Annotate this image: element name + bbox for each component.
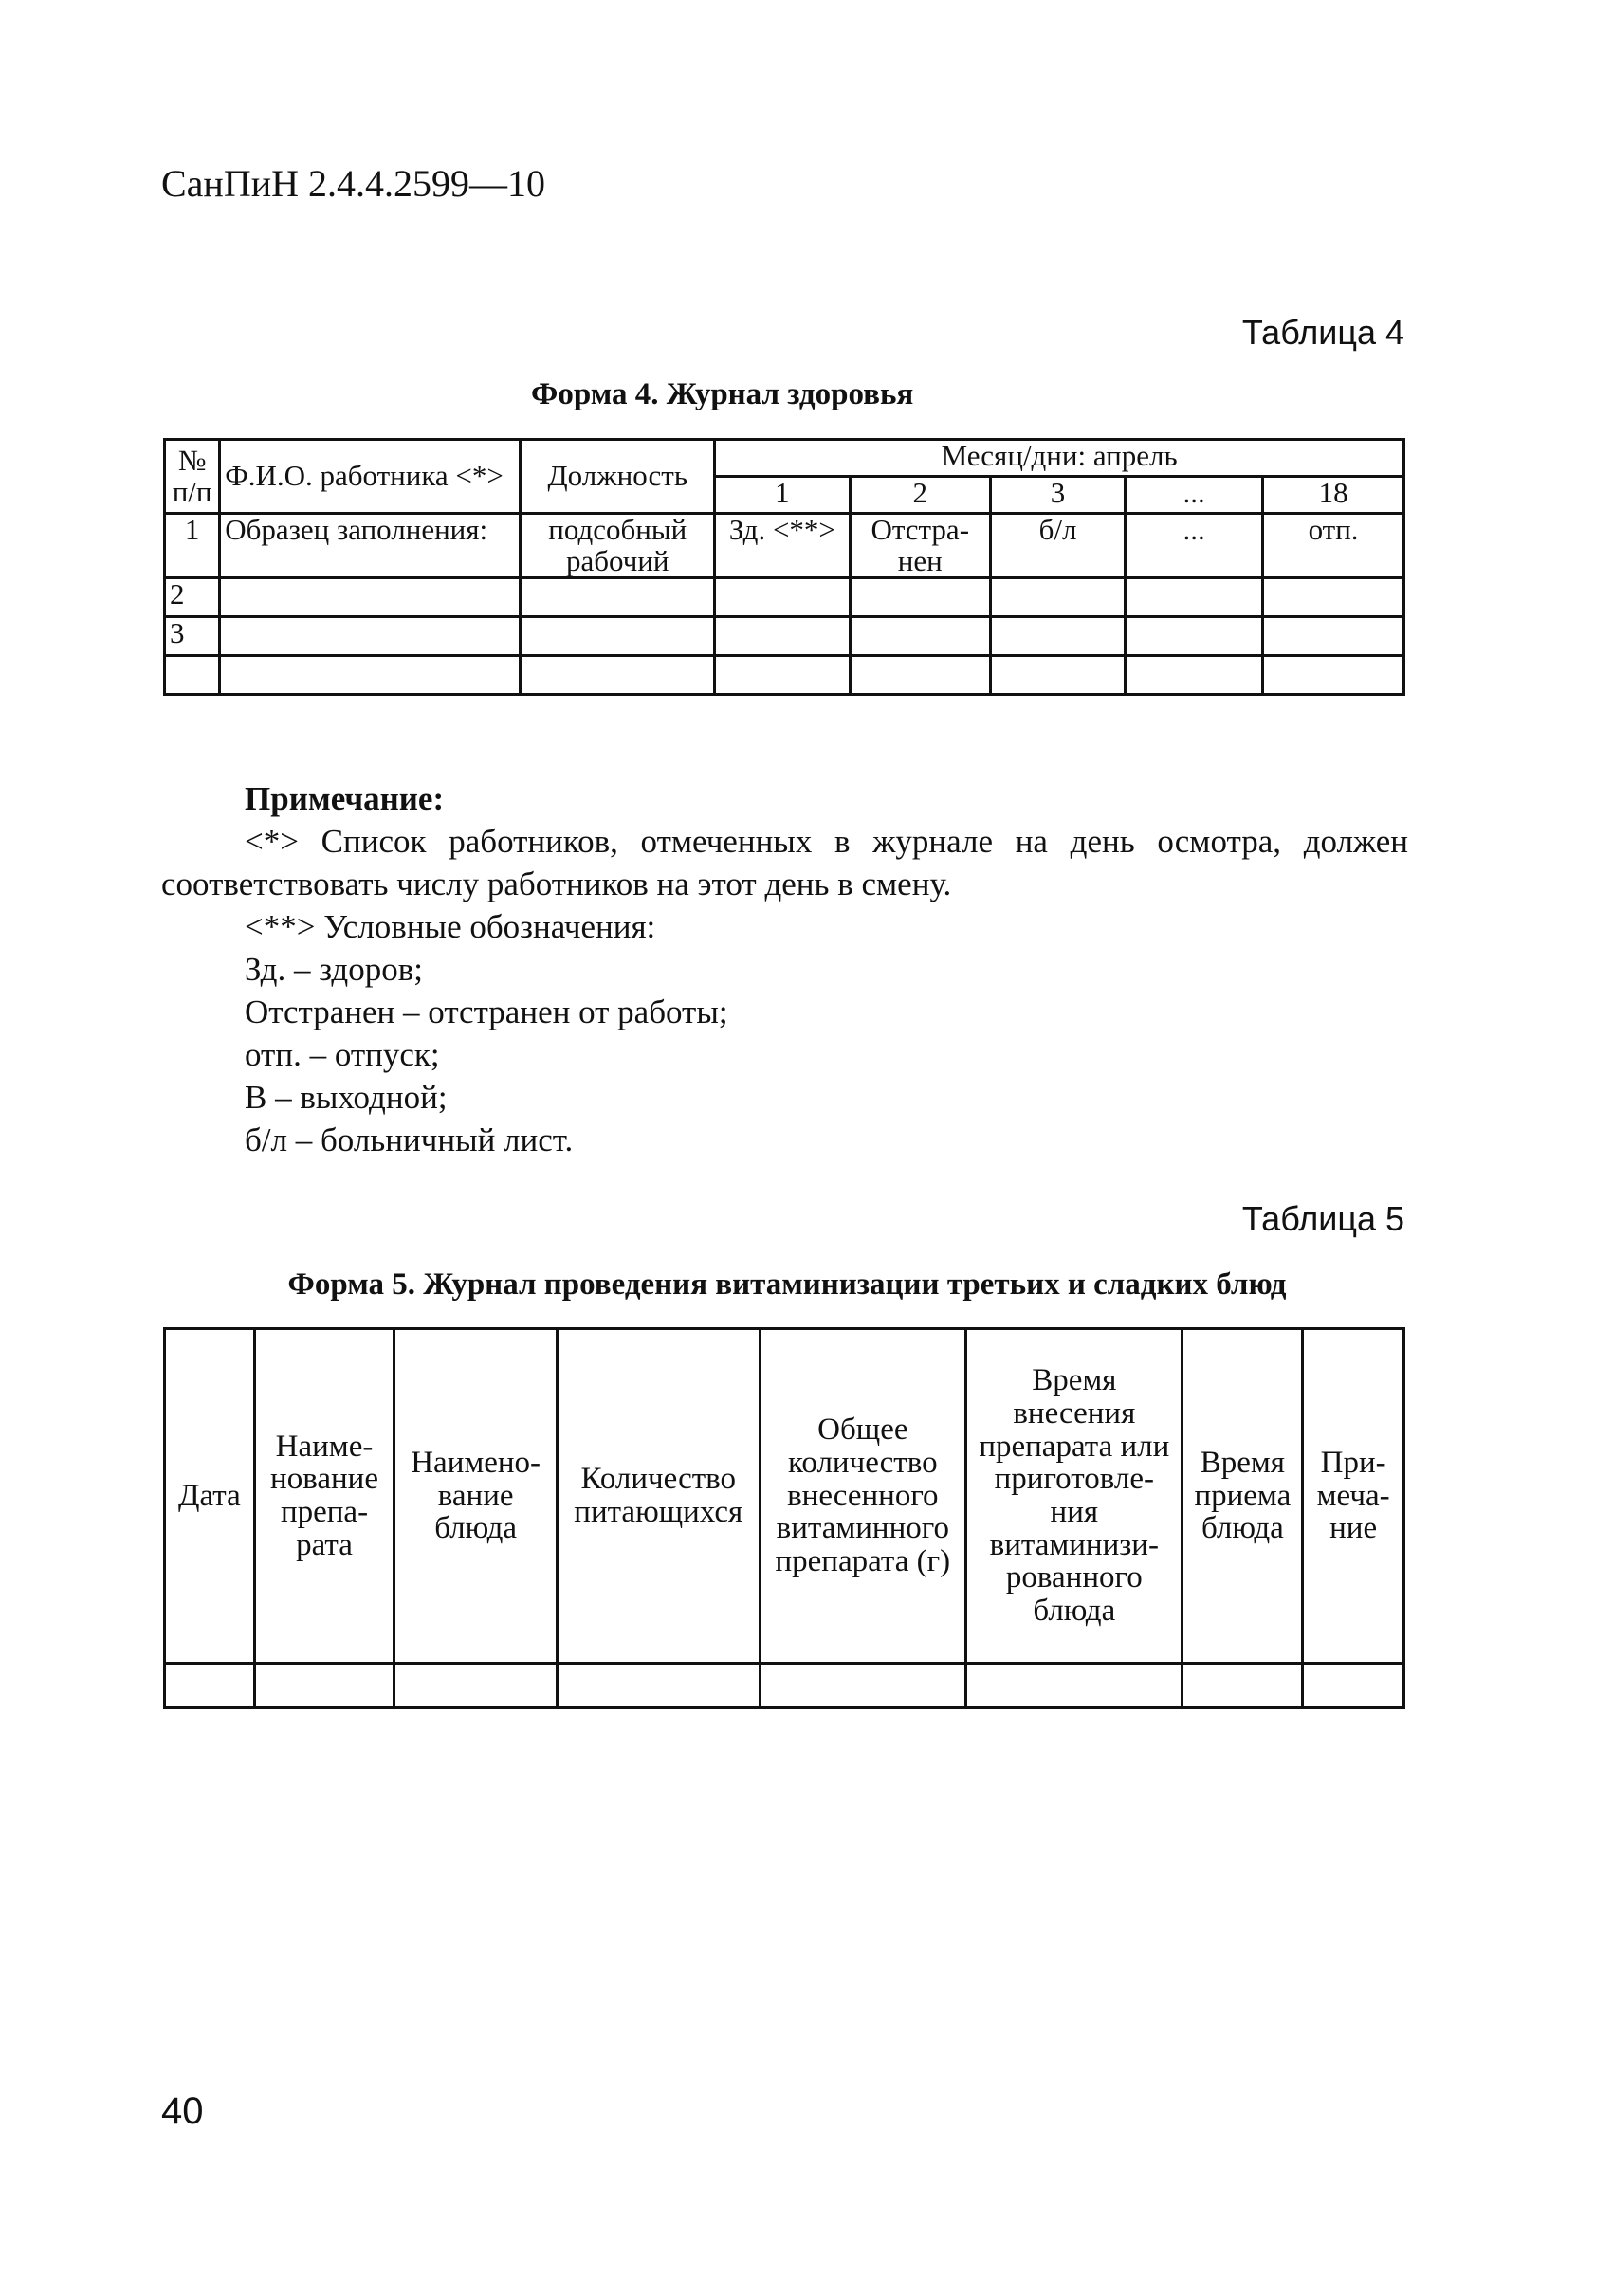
table-row: [165, 1664, 1404, 1708]
row-day-value: Отстра-нен: [850, 514, 990, 578]
header-position: Должность: [521, 440, 715, 514]
legend-item: Отстранен – отстранен от работы;: [245, 993, 728, 1030]
header-eaters-count: Количество питающихся: [557, 1329, 760, 1664]
row-day-value: ...: [1126, 514, 1263, 578]
table-row: [165, 617, 1404, 656]
document-code: СанПиН 2.4.4.2599—10: [161, 162, 546, 205]
header-day: 3: [990, 477, 1125, 514]
row-fio: Образец заполнения:: [220, 514, 521, 578]
row-num: 2: [165, 578, 220, 617]
table-row: [165, 578, 1404, 617]
header-day: 2: [850, 477, 990, 514]
legend-item: В – выходной;: [245, 1079, 448, 1116]
note-title: Примечание:: [245, 780, 445, 817]
row-num: 1: [165, 514, 220, 578]
header-month: Месяц/дни: апрель: [715, 440, 1404, 477]
row-num: [165, 656, 220, 695]
header-day: ...: [1126, 477, 1263, 514]
note-block: [161, 777, 1408, 1161]
table4-title: Форма 4. Журнал здоровья: [531, 377, 914, 411]
table4-caption: Таблица 4: [1241, 313, 1404, 352]
legend-item: Зд. – здоров;: [245, 951, 423, 988]
header-date: Дата: [165, 1329, 255, 1664]
table-row: [165, 514, 1404, 578]
table5-caption: Таблица 5: [1241, 1199, 1404, 1238]
table5-title: Форма 5. Журнал проведения витаминизации третьих и сладких блюд: [287, 1267, 1287, 1302]
note-text: <**> Условные обозначения:: [245, 908, 656, 945]
vitaminization-journal-table: [163, 1327, 1405, 1709]
row-num: 3: [165, 617, 220, 656]
header-total-amount: Общее количество внесенного витаминного препарата (г): [760, 1329, 966, 1664]
header-fio: Ф.И.О. работника <*>: [220, 440, 521, 514]
health-journal-table: [163, 438, 1405, 696]
header-preparation-name: Наиме-нование препа-рата: [254, 1329, 394, 1664]
row-position: подсобный рабочий: [521, 514, 715, 578]
legend-item: б/л – больничный лист.: [245, 1121, 574, 1158]
page-number: 40: [161, 2090, 204, 2132]
header-insertion-time: Время внесения препарата или приготовле-ния витаминизи-рованного блюда: [966, 1329, 1182, 1664]
note-text: <*> Список работников, отмеченных в журнале на день осмотра, должен соответствовать числу работников на этот день в смену.: [161, 823, 1408, 902]
header-num: № п/п: [165, 440, 220, 514]
header-day: 1: [715, 477, 850, 514]
row-day-value: Зд. <**>: [715, 514, 850, 578]
legend-item: отп. – отпуск;: [245, 1036, 440, 1073]
header-dish-name: Наимено-вание блюда: [394, 1329, 558, 1664]
row-day-value: отп.: [1263, 514, 1404, 578]
header-day: 18: [1263, 477, 1404, 514]
header-note: При-меча-ние: [1303, 1329, 1404, 1664]
row-day-value: б/л: [990, 514, 1125, 578]
header-serving-time: Время приема блюда: [1182, 1329, 1303, 1664]
table-row: [165, 656, 1404, 695]
